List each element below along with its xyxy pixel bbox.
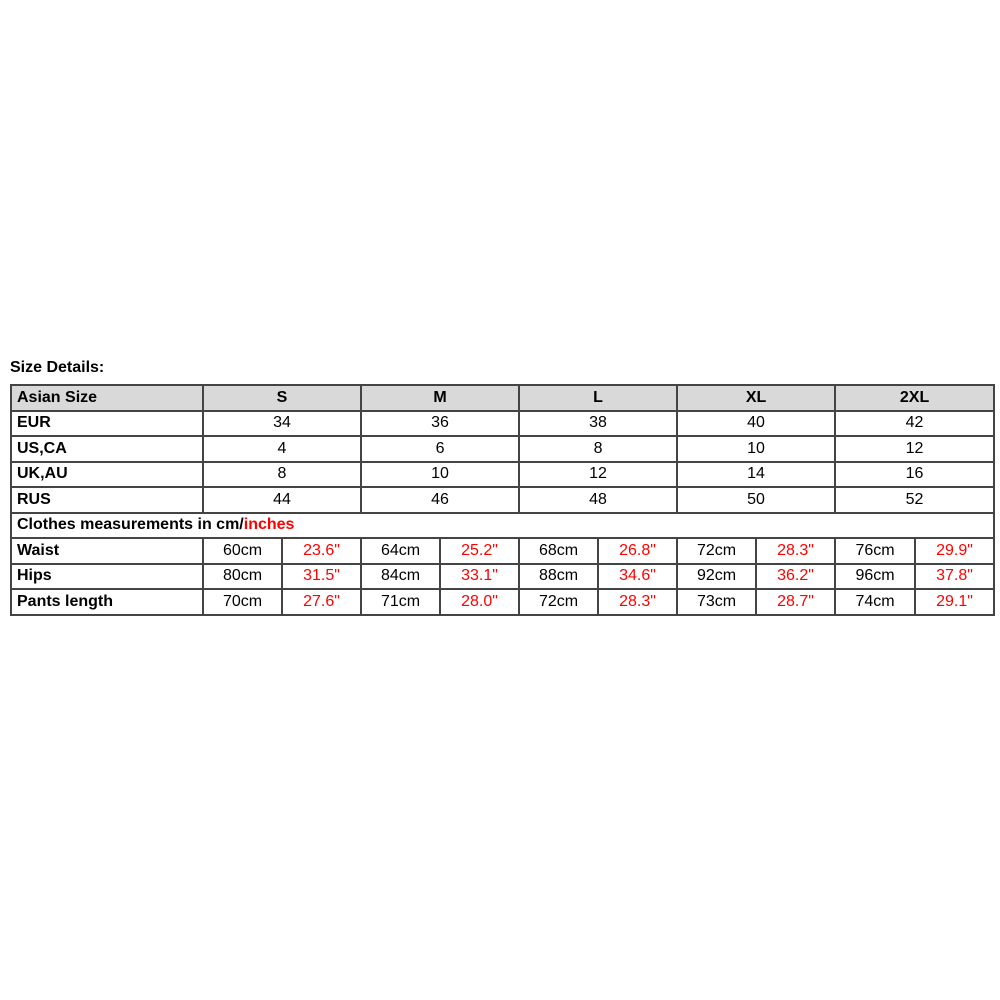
inch-cell: 26.8" (598, 538, 677, 564)
table-cell: 10 (677, 436, 835, 462)
table-cell: 48 (519, 487, 677, 513)
cm-cell: 64cm (361, 538, 440, 564)
table-row (11, 589, 994, 615)
size-header-2xl: 2XL (835, 385, 994, 411)
size-header-xl: XL (677, 385, 835, 411)
table-cell: 14 (677, 462, 835, 488)
table-cell: 10 (361, 462, 519, 488)
cm-cell: 88cm (519, 564, 598, 590)
cm-cell: 92cm (677, 564, 756, 590)
table-row (11, 436, 994, 462)
table-cell: 50 (677, 487, 835, 513)
inch-cell: 28.3" (756, 538, 835, 564)
row-label: Waist (11, 538, 203, 564)
table-cell: 6 (361, 436, 519, 462)
inch-cell: 33.1" (440, 564, 519, 590)
cm-cell: 76cm (835, 538, 915, 564)
page-title: Size Details: (10, 359, 105, 376)
cm-cell: 72cm (519, 589, 598, 615)
row-label: RUS (11, 487, 203, 513)
cm-cell: 70cm (203, 589, 282, 615)
size-chart-table (10, 384, 995, 616)
inch-cell: 34.6" (598, 564, 677, 590)
table-row (11, 487, 994, 513)
inch-cell: 29.1" (915, 589, 994, 615)
size-header-l: L (519, 385, 677, 411)
cm-cell: 80cm (203, 564, 282, 590)
row-label: US,CA (11, 436, 203, 462)
measurements-section-heading (11, 513, 994, 539)
cm-cell: 73cm (677, 589, 756, 615)
row-label: EUR (11, 411, 203, 437)
cm-cell: 84cm (361, 564, 440, 590)
table-cell: 8 (519, 436, 677, 462)
header-row (11, 385, 994, 411)
inch-cell: 28.0" (440, 589, 519, 615)
size-header-s: S (203, 385, 361, 411)
table-cell: 38 (519, 411, 677, 437)
inch-cell: 37.8" (915, 564, 994, 590)
inch-cell: 28.3" (598, 589, 677, 615)
table-row (11, 462, 994, 488)
table-cell: 34 (203, 411, 361, 437)
row-label: Pants length (11, 589, 203, 615)
size-header-m: M (361, 385, 519, 411)
table-row (11, 411, 994, 437)
inch-cell: 29.9" (915, 538, 994, 564)
cm-cell: 71cm (361, 589, 440, 615)
table-cell: 52 (835, 487, 994, 513)
table-cell: 4 (203, 436, 361, 462)
table-row (11, 564, 994, 590)
table-cell: 40 (677, 411, 835, 437)
cm-cell: 72cm (677, 538, 756, 564)
header-label: Asian Size (11, 385, 203, 411)
table-cell: 12 (835, 436, 994, 462)
inch-cell: 25.2" (440, 538, 519, 564)
measurements-section-row (11, 513, 994, 539)
table-cell: 12 (519, 462, 677, 488)
cm-cell: 74cm (835, 589, 915, 615)
table-row (11, 538, 994, 564)
inch-cell: 27.6" (282, 589, 361, 615)
cm-cell: 96cm (835, 564, 915, 590)
cm-cell: 68cm (519, 538, 598, 564)
table-cell: 42 (835, 411, 994, 437)
table-cell: 8 (203, 462, 361, 488)
inch-cell: 36.2" (756, 564, 835, 590)
table-cell: 46 (361, 487, 519, 513)
section-inches-highlight: inches (243, 516, 295, 534)
section-prefix: Clothes measurements in cm/ (17, 516, 244, 534)
table-cell: 44 (203, 487, 361, 513)
row-label: Hips (11, 564, 203, 590)
table-cell: 16 (835, 462, 994, 488)
inch-cell: 23.6" (282, 538, 361, 564)
row-label: UK,AU (11, 462, 203, 488)
inch-cell: 31.5" (282, 564, 361, 590)
table-cell: 36 (361, 411, 519, 437)
inch-cell: 28.7" (756, 589, 835, 615)
cm-cell: 60cm (203, 538, 282, 564)
